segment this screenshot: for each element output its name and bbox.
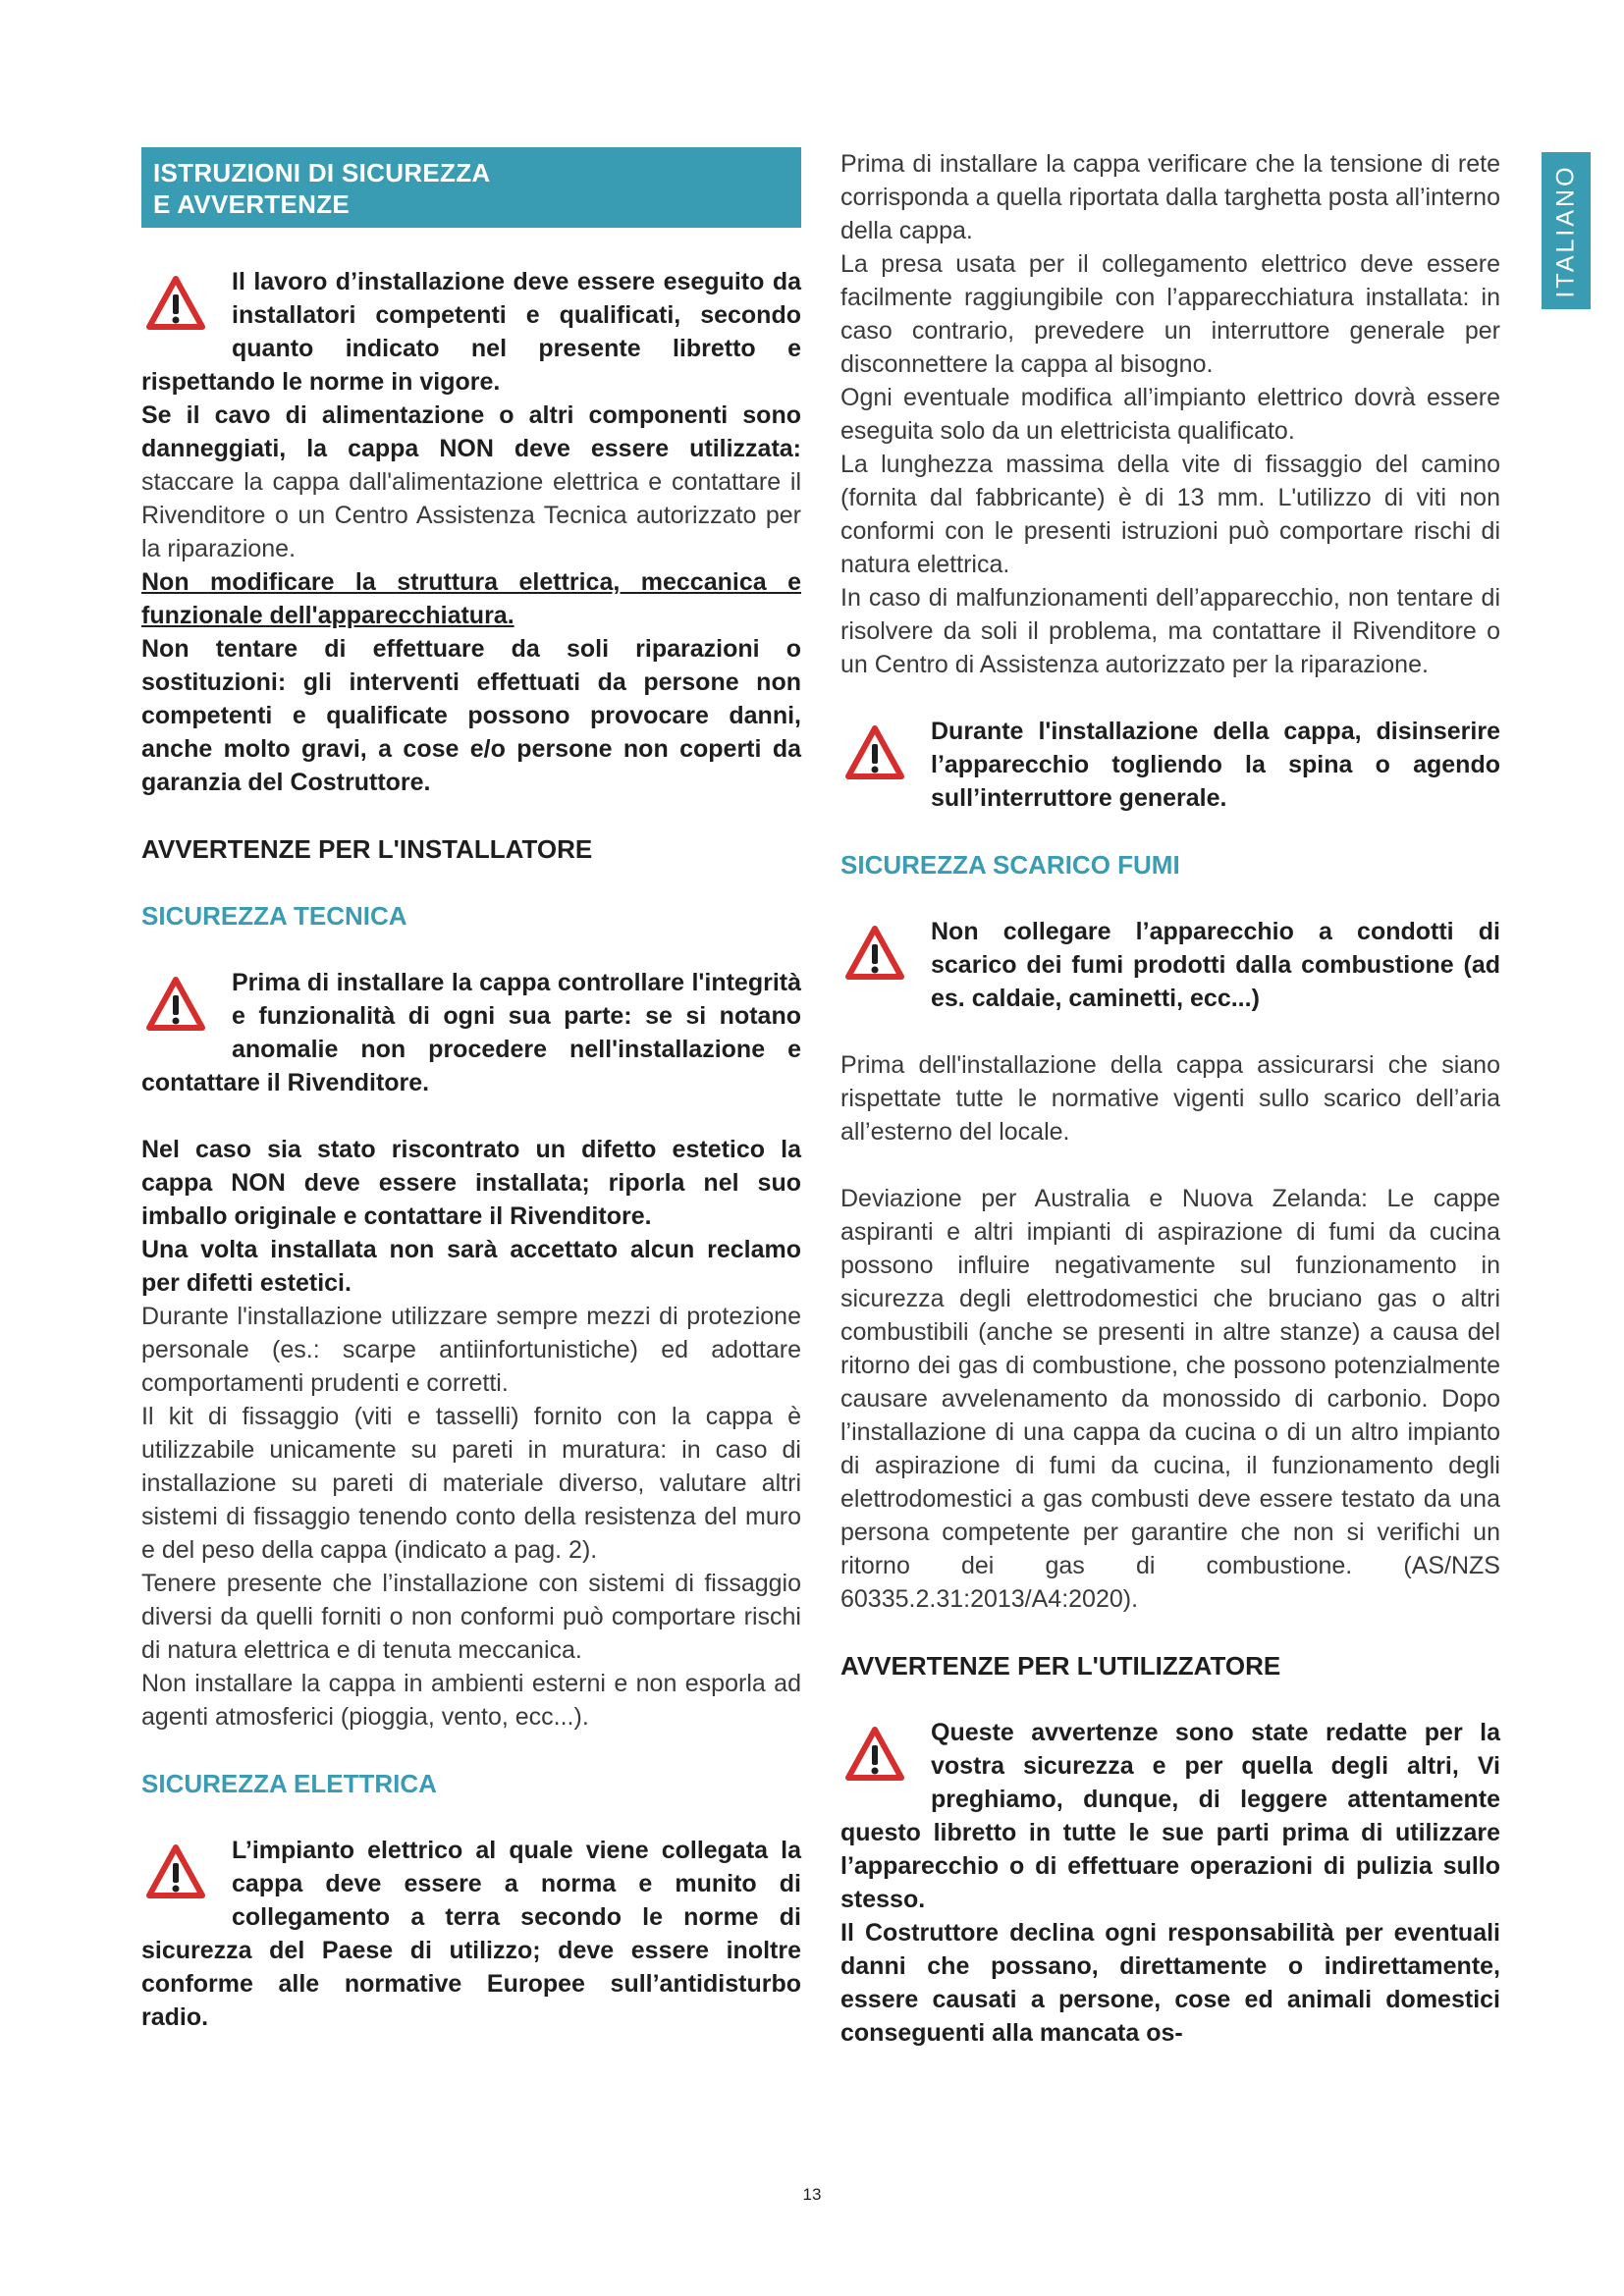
paragraph-damaged-cable <box>141 399 801 565</box>
heading-technical-safety: SICUREZZA TECNICA <box>141 901 407 931</box>
warning-text-flue: Non collegare l’apparecchio a condotti di scarico dei fumi prodotti dalla combustione (ad es. caldaie, caminetti, ecc...) <box>931 918 1500 1012</box>
heading-user-warnings: AVVERTENZE PER L'UTILIZZATORE <box>840 1651 1281 1681</box>
paragraph-outdoor: Non installare la cappa in ambienti esterni e non esporla ad agenti atmosferici (pioggia, vento, ecc...). <box>141 1670 801 1731</box>
banner-line-2: E AVVERTENZE <box>153 189 351 219</box>
banner-line-1: ISTRUZIONI DI SICUREZZA <box>153 158 491 187</box>
heading-flue-safety: SICUREZZA SCARICO FUMI <box>840 850 1180 880</box>
warning-icon <box>844 1726 905 1783</box>
paragraph-do-not-modify: Non modificare la struttura elettrica, meccanica e funzionale dell'apparecchiatura. <box>141 568 801 629</box>
heading-electrical-safety: SICUREZZA ELETTRICA <box>141 1769 437 1798</box>
warning-text-installers: Il lavoro d’installazione deve essere eseguito da installatori competenti e qualificati, secondo quanto indicato nel presente libretto e rispettando le norme in vigore. <box>141 268 801 396</box>
warning-block-installers <box>141 265 801 399</box>
warning-text-unplug: Durante l'installazione della cappa, disinserire l’apparecchio togliendo la spina o agendo sull’interruttore generale. <box>931 718 1500 812</box>
warning-text-check-integrity: Prima di installare la cappa controllare l'integrità e funzionalità di ogni sua parte: se si notano anomalie non procedere nell'installazione e contattare il Rivenditore. <box>141 969 801 1096</box>
paragraph-voltage: Prima di installare la cappa verificare che la tensione di rete corrisponda a quella riportata dalla targhetta posta all’interno della cappa. <box>840 150 1500 244</box>
damaged-cable-bold: Se il cavo di alimentazione o altri componenti sono danneggiati, la cappa NON deve essere utilizzata: <box>141 401 801 462</box>
paragraph-manufacturer-liability: Il Costruttore declina ogni responsabilità per eventuali danni che possano, direttamente o indirettamente, essere causati a persone, cose ed animali domestici conseguenti alla mancata os- <box>840 1919 1500 2047</box>
language-tab <box>1542 152 1591 309</box>
section-banner <box>141 147 801 228</box>
warning-block-unplug <box>840 715 1500 815</box>
warning-block-electrical <box>141 1834 801 2034</box>
paragraph-electrician: Ogni eventuale modifica all’impianto elettrico dovrà essere eseguita solo da un elettricista qualificato. <box>840 384 1500 445</box>
paragraph-socket: La presa usata per il collegamento elettrico deve essere facilmente raggiungibile con l’apparecchiatura installata: in caso contrario, prevedere un interruttore generale per disconnettere la cappa al bisogno. <box>840 250 1500 378</box>
warning-icon <box>844 925 905 982</box>
warning-icon <box>844 724 905 781</box>
warning-text-read-manual: Queste avvertenze sono state redatte per la vostra sicurezza e per quella degli altri, Vi preghiamo, dunque, di leggere attentamente questo libretto in tutte le sue parti prima di utilizzare l’apparecchio o di effettuare operazioni di pulizia sullo stesso. <box>840 1719 1500 1913</box>
heading-installer-warnings: AVVERTENZE PER L'INSTALLATORE <box>141 834 593 864</box>
warning-text-electrical: L’impianto elettrico al quale viene collegata la cappa deve essere a norma e munito di collegamento a terra secondo le norme di sicurezza del Paese di utilizzo; deve essere inoltre conforme alle normative Europee sull’antidisturbo radio. <box>141 1837 801 2031</box>
paragraph-aesthetic-defect: Nel caso sia stato riscontrato un difetto estetico la cappa NON deve essere installata; riporla nel suo imballo originale e contattare il Rivenditore. <box>141 1136 801 1230</box>
right-column <box>840 147 1500 2050</box>
warning-icon <box>145 1843 206 1900</box>
paragraph-fixing-kit: Il kit di fissaggio (viti e tasselli) fornito con la cappa è utilizzabile unicamente su pareti in muratura: in caso di installazione su pareti di materiale diverso, valutare altri sistemi di fissaggio tenendo conto della resistenza del muro e del peso della cappa (indicato a pag. 2). <box>141 1403 801 1564</box>
paragraph-australia-nz: Deviazione per Australia e Nuova Zelanda: Le cappe aspiranti e altri impianti di aspirazione di fumi da cucina possono influire negativamente sul funzionamento in sicurezza degli elettrodomestici che bruciano gas o altri combustibili (anche se presenti in altre stanze) a causa del ritorno dei gas di combustione, che possono potenzialmente causare avvelenamento da monossido di carbonio. Dopo l’installazione di una cappa da cucina o di un altro impianto di aspirazione di fumi da cucina, il funzionamento degli elettrodomestici a gas combusti deve essere testato da una persona competente per garantire che non si verifichi un ritorno dei gas di combustione. (AS/NZS 60335.2.31:2013/A4:2020). <box>840 1185 1500 1613</box>
page-number: 13 <box>802 2185 822 2204</box>
warning-block-check-integrity <box>141 966 801 1099</box>
paragraph-no-claims: Una volta installata non sarà accettato alcun reclamo per difetti estetici. <box>141 1236 801 1297</box>
paragraph-protection-equipment: Durante l'installazione utilizzare sempre mezzi di protezione personale (es.: scarpe antiinfortunistiche) ed adottare comportamenti prudenti e corretti. <box>141 1303 801 1397</box>
paragraph-malfunction: In caso di malfunzionamenti dell’apparecchio, non tentare di risolvere da soli il problema, ma contattare il Rivenditore o un Centro di Assistenza autorizzato per la riparazione. <box>840 584 1500 678</box>
warning-icon <box>145 976 206 1033</box>
paragraph-regulations: Prima dell'installazione della cappa assicurarsi che siano rispettate tutte le normative vigenti sullo scarico dell’aria all’esterno del locale. <box>840 1051 1500 1146</box>
warning-icon <box>145 275 206 332</box>
language-tab-label: ITALIANO <box>1551 163 1580 298</box>
paragraph-no-self-repair: Non tentare di effettuare da soli riparazioni o sostituzioni: gli interventi effettuati da persone non competenti e qualificate possono provocare danni, anche molto gravi, a cose e/o persone non coperti da garanzia del Costruttore. <box>141 635 801 796</box>
paragraph-screw-length: La lunghezza massima della vite di fissaggio del camino (fornita dal fabbricante) è di 13 mm. L'utilizzo di viti non conformi con le presenti istruzioni può comportare rischi di natura elettrica. <box>840 451 1500 578</box>
left-column <box>141 147 801 2034</box>
warning-block-flue <box>840 915 1500 1015</box>
damaged-cable-rest: staccare la cappa dall'alimentazione elettrica e contattare il Rivenditore o un Centro Assistenza Tecnica autorizzato per la riparazione. <box>141 468 801 562</box>
paragraph-other-fixings: Tenere presente che l’installazione con sistemi di fissaggio diversi da quelli forniti o non conformi può comportare rischi di natura elettrica e di tenuta meccanica. <box>141 1570 801 1664</box>
warning-block-read-manual <box>840 1716 1500 1916</box>
